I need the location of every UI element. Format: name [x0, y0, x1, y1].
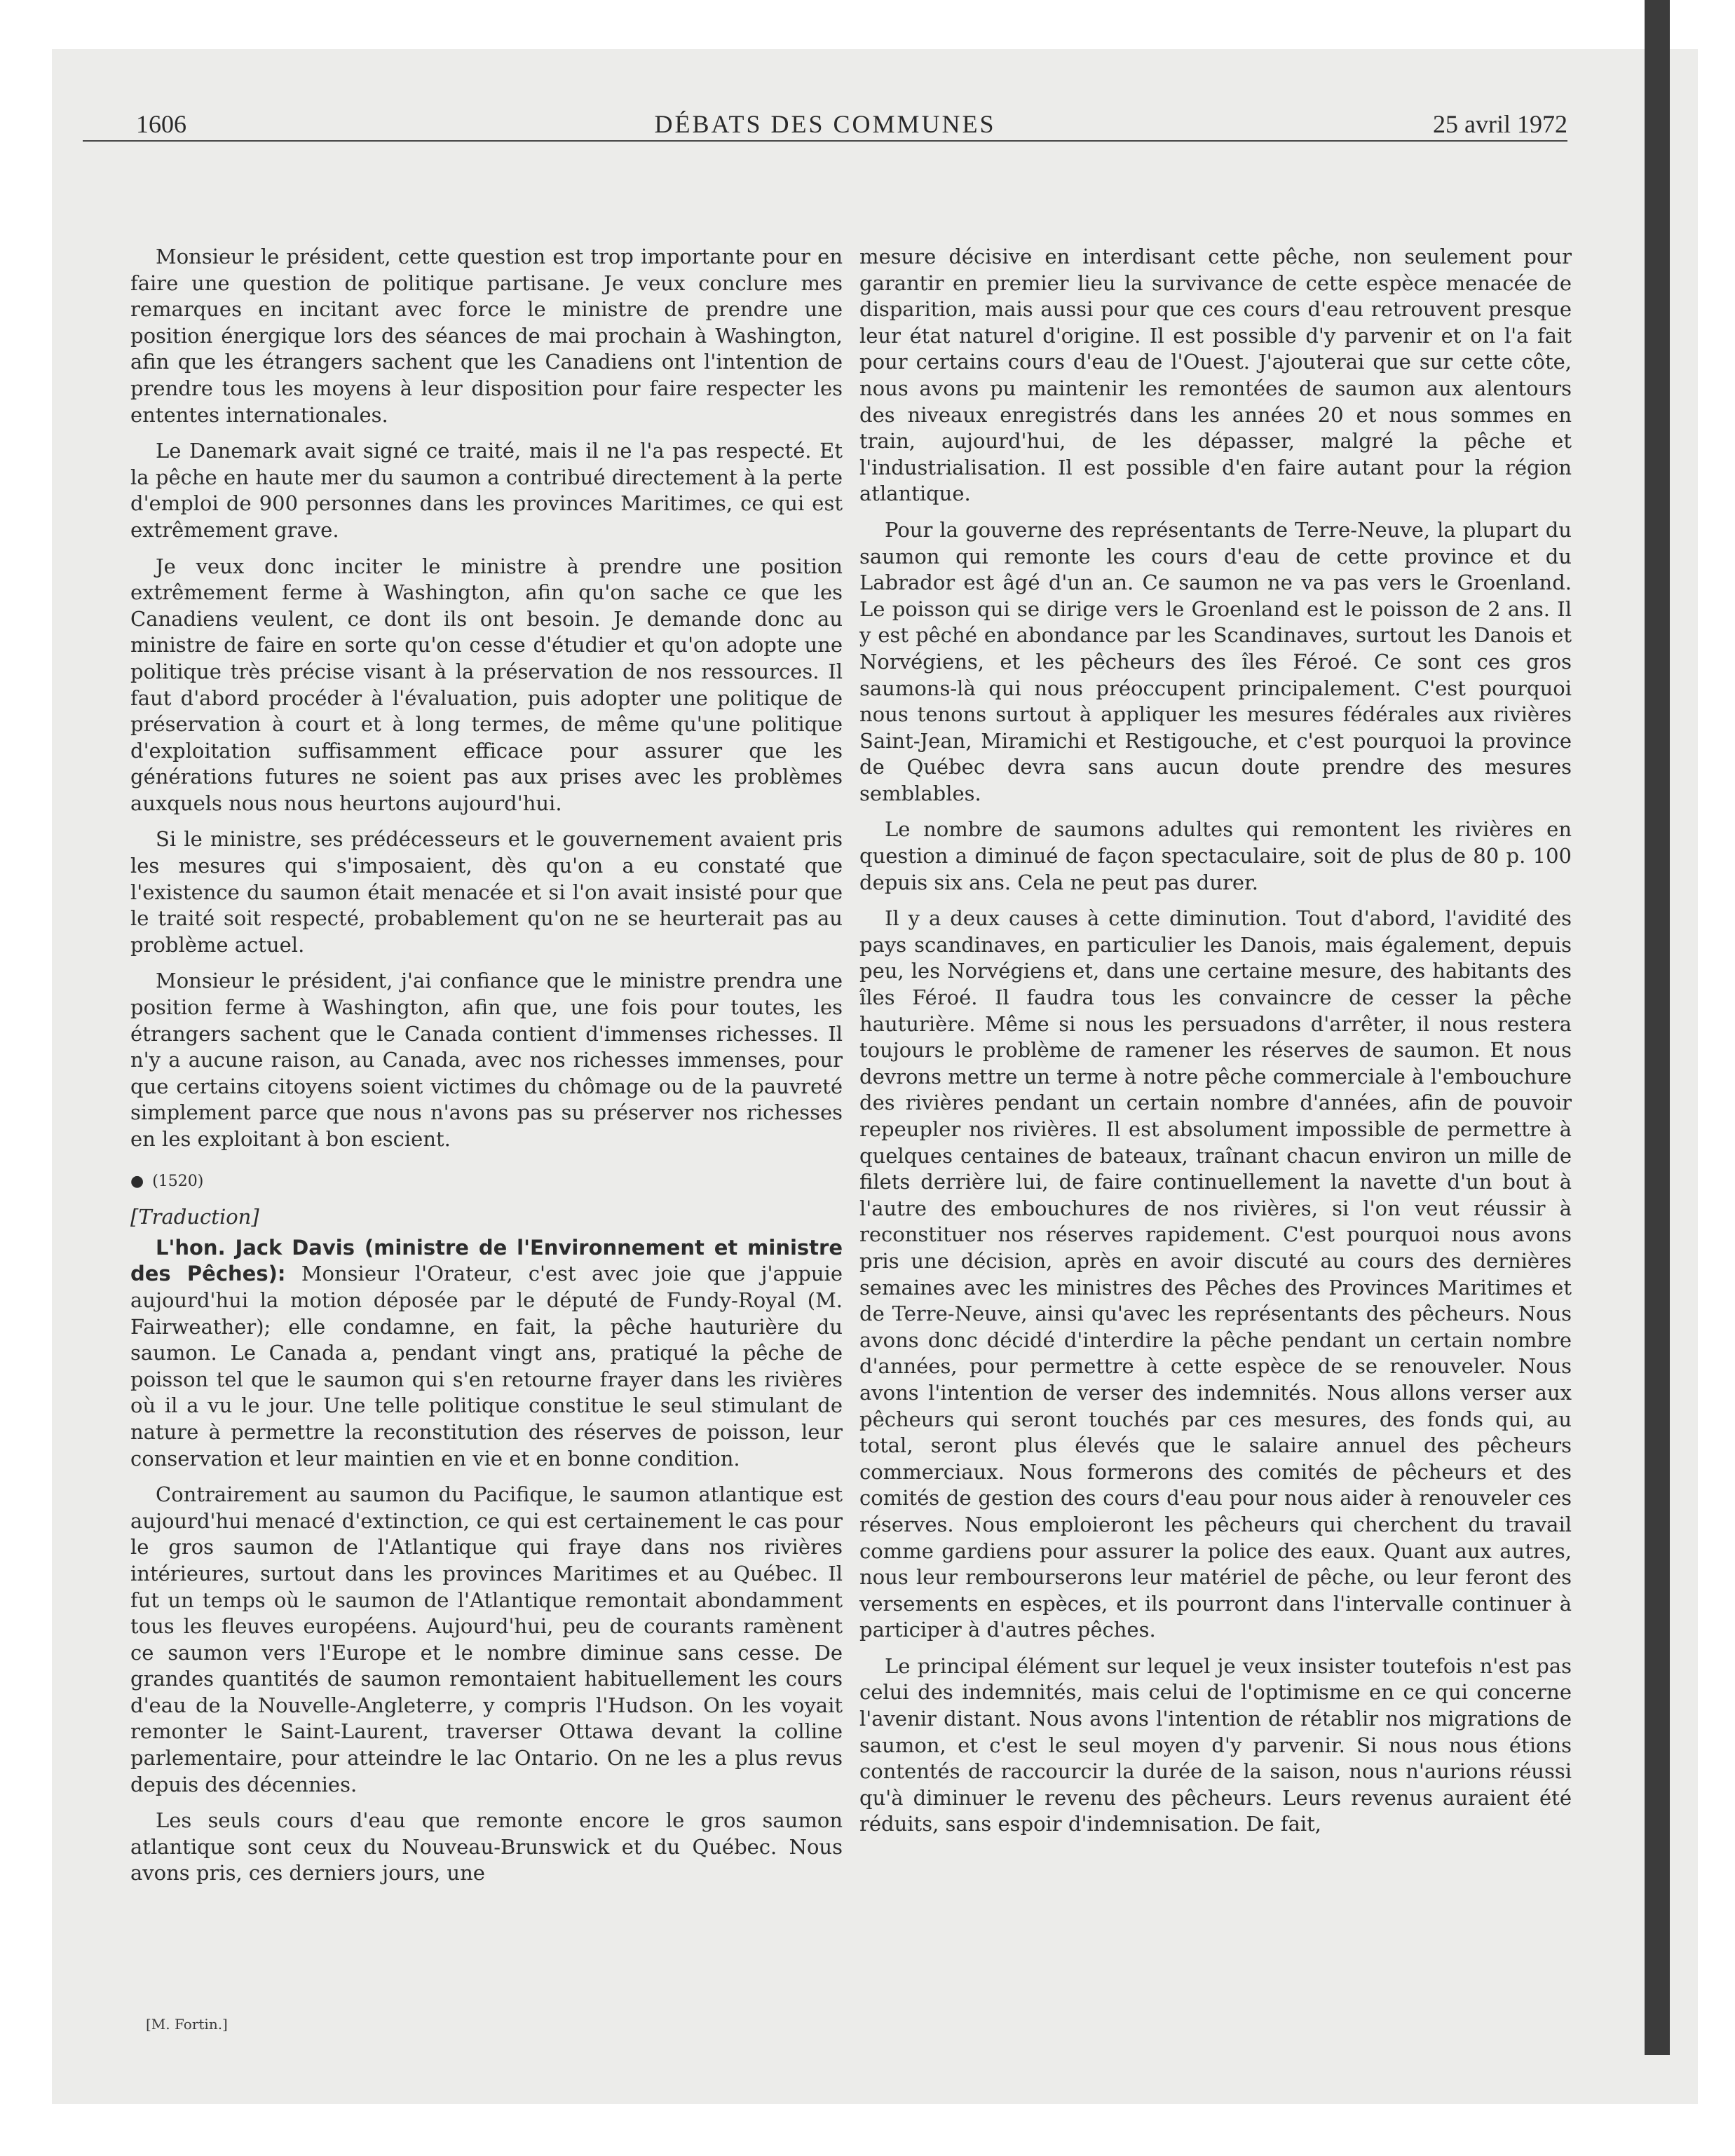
paragraph: Contrairement au saumon du Pacifique, le saumon atlantique est aujourd'hui menacé d'extinction, ce qui est certainement le cas pour le gros saumon de l'Atlantique qui fraye dans nos rivières intérieures, surtout dans les provinces Maritimes et au Québec. Il fut un temps où le saumon de l'Atlantique remontait abondamment tous les fleuves européens. Aujourd'hui, peu de courants ramènent ce saumon vers l'Europe et le nombre diminue sans cesse. De grandes quantités de saumon remontaient habituellement les cours d'eau de la Nouvelle-Angleterre, y compris l'Hudson. On les voyait remonter le Saint-Laurent, traverser Ottawa devant la colline parlementaire, pour atteindre le lac Ontario. On ne les a plus revus depuis des décennies. — [130, 1482, 843, 1796]
paragraph: Je veux donc inciter le ministre à prendre une position extrêmement ferme à Washington, afin qu'on sache ce que les Canadiens veulent, ce dont ils ont besoin. Je demande donc au ministre de faire en sorte qu'on cesse d'étudier et qu'on adopte une politique très précise visant à la préservation de nos ressources. Il faut d'abord procéder à l'évaluation, puis adopter une politique de préservation à court et à long termes, de même qu'une politique d'exploitation suffisamment efficace pour assurer que les générations futures ne soient pas aux prises avec les problèmes auxquels nous nous heurtons aujourd'hui. — [130, 554, 843, 815]
publication-title: DÉBATS DES COMMUNES — [654, 110, 996, 138]
time-marker — [130, 1168, 843, 1195]
paragraph: Monsieur le président, cette question est trop importante pour en faire une question de politique partisane. Je veux conclure mes remarques en incitant avec force le ministre de prendre une position énergique lors des séances de mai prochain à Washington, afin que les étrangers sachent que les Canadiens ont l'intention de prendre tous les moyens à leur disposition pour faire respecter les ententes internationales. — [130, 245, 843, 427]
page-number: 1606 — [136, 110, 186, 138]
paragraph: Les seuls cours d'eau que remonte encore le gros saumon atlantique sont ceux du Nouveau-Brunswick et du Québec. Nous avons pris, ces derniers jours, une — [130, 1808, 843, 1885]
left-column — [130, 244, 843, 1897]
scan-edge-bar — [1645, 0, 1670, 2055]
paragraph: mesure décisive en interdisant cette pêche, non seulement pour garantir en premier lieu la survivance de cette espèce menacée de disparition, mais aussi pour que ces cours d'eau retrouvent presque leur état naturel d'origine. Il est possible d'y parvenir et on l'a fait pour certains cours d'eau de l'Ouest. J'ajouterai que sur cette côte, nous avons pu maintenir les remontées de saumon aux alentours des niveaux enregistrés dans les années 20 et nous sommes en train, aujourd'hui, de les dépasser, malgré la pêche et l'industrialisation. Il est possible d'en faire autant pour la région atlantique. — [859, 245, 1572, 506]
paragraph: Pour la gouverne des représentants de Terre-Neuve, la plupart du saumon qui remonte les cours d'eau de cette province et du Labrador est âgé d'un an. Ce saumon ne va pas vers le Groenland. Le poisson qui se dirige vers le Groenland est le poisson de 2 ans. Il y est pêché en abondance par les Scandinaves, surtout les Danois et Norvégiens, et les pêcheurs des îles Féroé. Ce sont ces gros saumons-là qui nous préoccupent principalement. C'est pourquoi nous tenons surtout à appliquer les mesures fédérales aux rivières Saint-Jean, Miramichi et Restigouche, et c'est pourquoi la province de Québec devra sans aucun doute prendre des mesures semblables. — [859, 517, 1572, 805]
page-header — [83, 109, 1567, 142]
speaker-text: Monsieur l'Orateur, c'est avec joie que j'appuie aujourd'hui la motion déposée par le député de Fundy-Royal (M. Fairweather); elle condamne, en fait, la pêche hauturière du saumon. Le Canada a, pendant vingt ans, pratiqué la pêche de poisson tel que le saumon qui s'en retourne frayer dans les rivières où il a vu le jour. Une telle politique constitue le seul stimulant de nature à permettre la reconstitution des réserves de poisson, leur conservation et leur maintien en vie et en bonne condition. — [130, 1262, 843, 1471]
paragraph: Le Danemark avait signé ce traité, mais il ne l'a pas respecté. Et la pêche en haute mer du saumon a contribué directement à la perte d'emploi de 900 personnes dans les provinces Maritimes, ce qui est extrêmement grave. — [130, 439, 843, 542]
translation-label: [Traduction] — [130, 1205, 259, 1229]
right-column — [859, 244, 1572, 1848]
paragraph: Si le ministre, ses prédécesseurs et le gouvernement avaient pris les mesures qui s'imposaient, dès qu'on a eu constaté que l'existence du saumon était menacée et si l'on avait insisté pour que le traité soit respecté, probablement qu'on ne se heurterait pas au problème actuel. — [130, 827, 843, 957]
paragraph: Monsieur le président, j'ai confiance que le ministre prendra une position ferme à Washington, afin que, une fois pour toutes, les étrangers sachent que le Canada contient d'immenses richesses. Il n'y a aucune raison, au Canada, avec nos richesses immenses, pour que certains citoyens soient victimes du chômage ou de la pauvreté simplement parce que nous n'avons pas su préserver nos richesses en les exploitant à bon escient. — [130, 969, 843, 1151]
bullet-icon: ● — [130, 1172, 144, 1190]
speaker-footnote: [M. Fortin.] — [146, 2016, 228, 2033]
paragraph: Il y a deux causes à cette diminution. Tout d'abord, l'avidité des pays scandinaves, en particulier les Danois, mais également, depuis peu, les Norvégiens et, dans une certaine mesure, des habitants des îles Féroé. Il faudra tous les convaincre de cesser la pêche hauturière. Même si nous les persuadons d'arrêter, il nous restera toujours le problème de ramener les réserves de saumon. Et nous devrons mettre un terme à notre pêche commerciale à l'embouchure des rivières pendant un certain nombre d'années, afin de pouvoir repeupler nos rivières. Il est absolument impossible de permettre à quelques centaines de bateaux, traînant chacun environ un mille de filets derrière lui, de faire continuellement la navette d'un bout à l'autre des embouchures de nos rivières, si l'on veut réussir à reconstituer nos réserves rapidement. C'est pourquoi nous avons pris une décision, après en avoir discuté au cours des dernières semaines avec les ministres des Pêches des Provinces Maritimes et de Terre-Neuve, ainsi qu'avec les représentants des pêcheurs. Nous avons donc décidé d'interdire la pêche pendant un certain nombre d'années, pour permettre à cette espèce de se renouveler. Nous avons l'intention de verser des indemnités. Nous allons verser aux pêcheurs qui seront touchés par ces mesures, des fonds qui, au total, seront plus élevés que le salaire annuel des pêcheurs commerciaux. Nous formerons des comités de pêcheurs et des comités de gestion des cours d'eau pour nous aider à renouveler ces réserves. Nous emploieront les pêcheurs qui cherchent du travail comme gardiens pour assurer la police des eaux. Quant aux autres, nous leur rembourserons leur matériel de pêche, ou leur feront des versements en espèces, et ils pourront dans l'intervalle continuer à participer à d'autres pêches. — [859, 906, 1572, 1642]
paragraph: Le principal élément sur lequel je veux insister toutefois n'est pas celui des indemnités, mais celui de l'optimisme en ce qui concerne l'avenir distant. Nous avons l'intention de rétablir nos migrations de saumon, et c'est le seul moyen d'y parvenir. Si nous nous étions contentés de raccourcir la durée de la saison, nous n'aurions réussi qu'à diminuer le revenu des pêcheurs. Leurs revenus auraient été réduits, sans espoir d'indemnisation. De fait, — [859, 1653, 1572, 1836]
time-note: (1520) — [152, 1172, 204, 1190]
paragraph: Le nombre de saumons adultes qui remontent les rivières en question a diminué de façon spectaculaire, soit de plus de 80 p. 100 depuis six ans. Cela ne peut pas durer. — [859, 817, 1572, 894]
speaker-paragraph — [130, 1235, 843, 1472]
speaker-name: L'hon. Jack Davis (ministre de l'Environnement et ministre des Pêches): — [130, 1235, 843, 1286]
page-date: 25 avril 1972 — [1433, 110, 1567, 138]
